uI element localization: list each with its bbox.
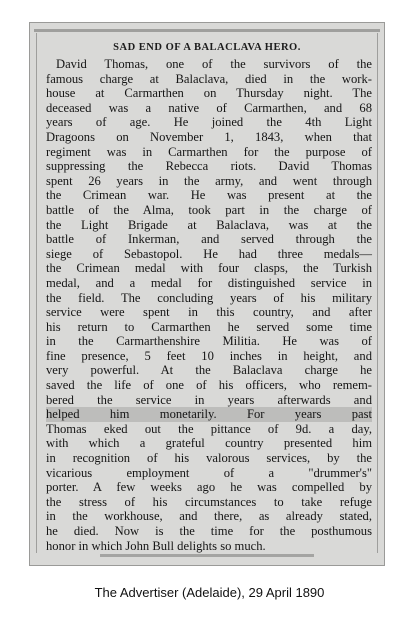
article-line: Thomas eked out the pittance of 9d. a day, (46, 421, 372, 436)
newspaper-clipping (29, 22, 385, 566)
article-line: his return to Carmarthen he served some time (46, 319, 372, 334)
article-line: battle of Inkerman, and served through the (46, 232, 372, 247)
article-line: regiment was in Carmarthen for the purpose of (46, 144, 372, 159)
article-line: the Crimean war. He was present at the (46, 188, 372, 203)
article-line: with which a grateful country presented him (46, 436, 372, 451)
article-line: very powerful. At the Balaclava charge he (46, 363, 372, 378)
article-line: siege of Sebastopol. He had three medals— (46, 246, 372, 261)
left-column-rule (36, 33, 37, 553)
article-line: house at Carmarthen on Thursday night. The (46, 86, 372, 101)
article-headline: SAD END OF A BALACLAVA HERO. (113, 42, 301, 53)
top-column-rule (34, 29, 380, 32)
article-line: in the Carmarthenshire Militia. He was of (46, 334, 372, 349)
article-line: the Light Brigade at Balaclava, was at the (46, 217, 372, 232)
article-line: deceased was a native of Carmarthen, and 68 (46, 100, 372, 115)
article-line: helped him monetarily. For years past (46, 407, 372, 422)
article-line: battle of the Alma, took part in the charge of (46, 202, 372, 217)
article-line: David Thomas, one of the survivors of the (56, 57, 372, 71)
article-line: the stress of his circumstances to take refuge (46, 494, 372, 509)
article-body (46, 57, 372, 553)
article-line: spent 26 years in the army, and went through (46, 173, 372, 188)
article-line: bered the service in years afterwards and (46, 392, 372, 407)
article-line: vicarious employment of a "drummer's" (46, 465, 372, 480)
article-line: saved the life of one of his officers, who remem- (46, 378, 372, 393)
article-line: medal, and a medal for distinguished service in (46, 275, 372, 290)
right-column-rule (377, 33, 378, 553)
article-line: Dragoons on November 1, 1843, when that (46, 129, 372, 144)
article-line: suppressing the Rebecca riots. David Thomas (46, 159, 372, 174)
article-line: fine presence, 5 feet 10 inches in height, and (46, 348, 372, 363)
bottom-column-rule (100, 554, 314, 557)
article-line: years of age. He joined the 4th Light (46, 115, 372, 130)
article-line: in recognition of his valorous services, by the (46, 451, 372, 466)
article-line: in the workhouse, and there, as already stated, (46, 509, 372, 524)
article-line: honor in which John Bull delights so much. (46, 538, 266, 553)
article-line: the Crimean medal with four clasps, the Turkish (46, 261, 372, 276)
article-line: service were spent in this country, and after (46, 305, 372, 320)
article-line: he died. Now is the time for the posthumous (46, 524, 372, 538)
article-line: porter. A few weeks ago he was compelled by (46, 480, 372, 495)
source-caption: The Advertiser (Adelaide), 29 April 1890 (94, 585, 325, 600)
article-line: the field. The concluding years of his military (46, 290, 372, 305)
article-line: famous charge at Balaclava, died in the work- (46, 71, 372, 86)
